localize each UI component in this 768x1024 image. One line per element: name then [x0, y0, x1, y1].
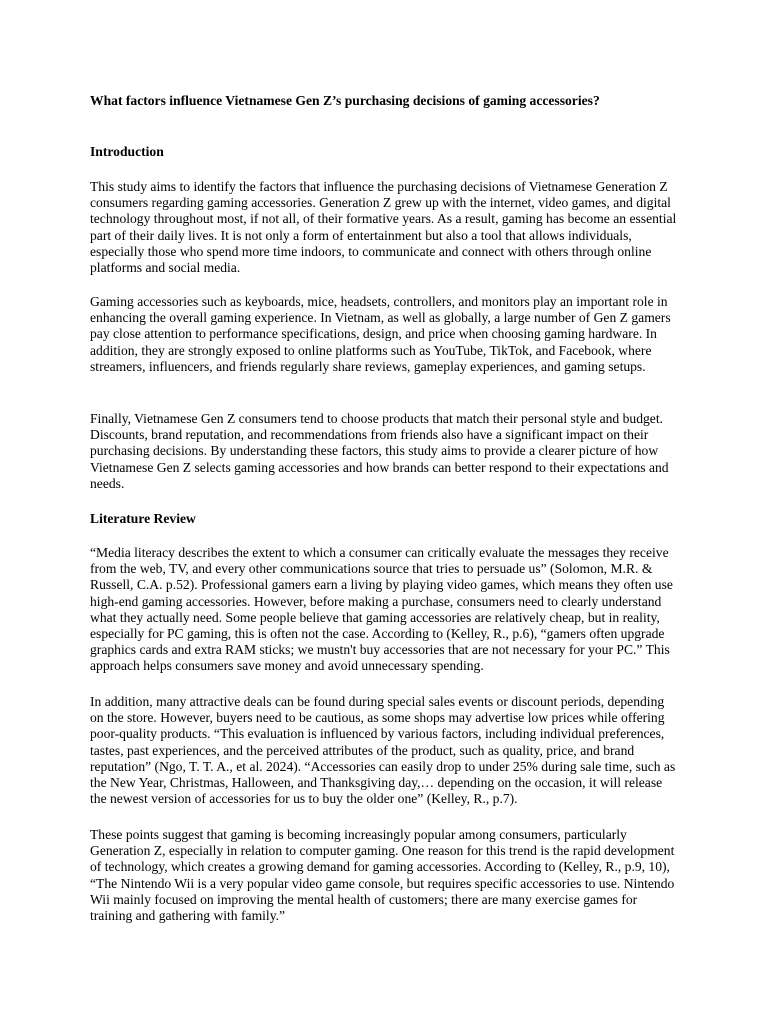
section-heading-literature-review: Literature Review: [90, 511, 196, 526]
document-title: What factors influence Vietnamese Gen Z’s purchasing decisions of gaming accessories?: [90, 93, 600, 108]
literature-review-paragraph-1: “Media literacy describes the extent to which a consumer can critically evaluate the messages they receive from the web, TV, and every other communications source that tries to persuade us” (Solomon, M.R. & Russell, C.A. p.52). Professional gamers earn a living by playing video games, which means they often use high-end gaming accessories. However, before making a purchase, consumers need to clearly understand what they actually need. Some people believe that gaming accessories are relatively cheap, but in reality, especially for PC gaming, this is often not the case. According to (Kelley, R., p.6), “gamers often upgrade graphics cards and extra RAM sticks; we mustn't buy accessories that are not necessary for your PC.” This approach helps consumers save money and avoid unnecessary spending.: [90, 545, 673, 674]
literature-review-paragraph-3: These points suggest that gaming is becoming increasingly popular among consumers, particularly Generation Z, especially in relation to computer gaming. One reason for this trend is the rapid development of technology, which creates a growing demand for gaming accessories. According to (Kelley, R., p.9, 10), “The Nintendo Wii is a very popular video game console, but requires specific accessories to use. Nintendo Wii mainly focused on improving the mental health of customers; there are many exercise games for training and gathering with family.”: [90, 827, 675, 924]
introduction-paragraph-1: This study aims to identify the factors that influence the purchasing decisions of Vietnamese Generation Z consumers regarding gaming accessories. Generation Z grew up with the internet, video games, and digital technology throughout most, if not all, of their formative years. As a result, gaming has become an essential part of their daily lives. It is not only a form of entertainment but also a tool that allows individuals, especially those who spend more time indoors, to communicate and connect with others through online platforms and social media.: [90, 179, 677, 276]
introduction-paragraph-2: Gaming accessories such as keyboards, mice, headsets, controllers, and monitors play an important role in enhancing the overall gaming experience. In Vietnam, as well as globally, a large number of Gen Z gamers pay close attention to performance specifications, design, and price when choosing gaming hardware. In addition, they are strongly exposed to online platforms such as YouTube, TikTok, and Facebook, where streamers, influencers, and friends regularly share reviews, gameplay experiences, and gaming setups.: [90, 294, 671, 374]
introduction-paragraph-3: Finally, Vietnamese Gen Z consumers tend to choose products that match their personal style and budget. Discounts, brand reputation, and recommendations from friends also have a significant impact on their purchasing decisions. By understanding these factors, this study aims to provide a clearer picture of how Vietnamese Gen Z selects gaming accessories and how brands can better respond to their expectations and needs.: [90, 411, 669, 491]
section-heading-introduction: Introduction: [90, 144, 164, 159]
literature-review-paragraph-2: In addition, many attractive deals can be found during special sales events or discount periods, depending on the store. However, buyers need to be cautious, as some shops may advertise low prices while offering poor-quality products. “This evaluation is influenced by various factors, including individual preferences, tastes, past experiences, and the perceived attributes of the product, such as quality, price, and brand reputation” (Ngo, T. T. A., et al. 2024). “Accessories can easily drop to under 25% during sale time, such as the New Year, Christmas, Halloween, and Thanksgiving day,… depending on the occasion, it will release the newest version of accessories for us to buy the older one” (Kelley, R., p.7).: [90, 694, 676, 807]
